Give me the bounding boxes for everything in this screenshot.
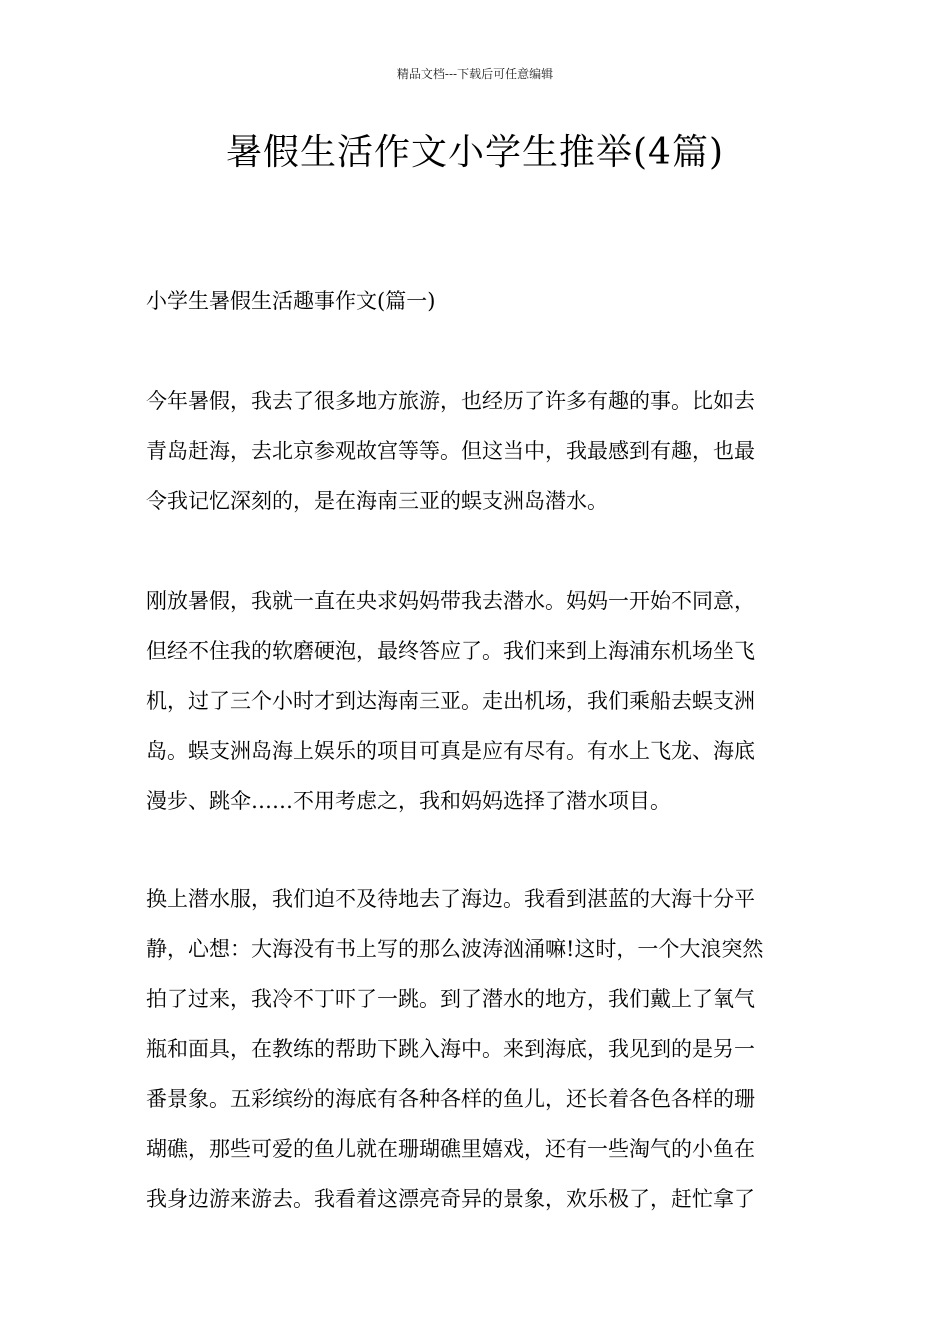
paragraph-line: 瑚礁，那些可爱的鱼儿就在珊瑚礁里嬉戏，还有一些淘气的小鱼在	[146, 1137, 755, 1161]
paragraph-line: 换上潜水服，我们迫不及待地去了海边。我看到湛蓝的大海十分平	[146, 887, 755, 911]
paragraph-line: 漫步、跳伞……不用考虑之，我和妈妈选择了潜水项目。	[146, 789, 671, 813]
paragraph-1	[146, 385, 755, 535]
paragraph-line: 今年暑假，我去了很多地方旅游，也经历了许多有趣的事。比如去	[146, 389, 755, 413]
paragraph-line: 令我记忆深刻的，是在海南三亚的蜈支洲岛潜水。	[146, 489, 608, 513]
page-header: 精品文档---下载后可任意编辑	[396, 67, 554, 81]
paragraph-line: 瓶和面具，在教练的帮助下跳入海中。来到海底，我见到的是另一	[146, 1037, 755, 1061]
paragraph-line: 我身边游来游去。我看着这漂亮奇异的景象，欢乐极了，赶忙拿了	[146, 1187, 755, 1211]
paragraph-line: 但经不住我的软磨硬泡，最终答应了。我们来到上海浦东机场坐飞	[146, 639, 755, 663]
paragraph-line: 机，过了三个小时才到达海南三亚。走出机场，我们乘船去蜈支洲	[146, 689, 755, 713]
section-heading: 小学生暑假生活趣事作文(篇一)	[146, 289, 436, 313]
paragraph-line: 拍了过来，我冷不丁吓了一跳。到了潜水的地方，我们戴上了氧气	[146, 987, 755, 1011]
document-title: 暑假生活作文小学生推举(4篇)	[226, 132, 724, 173]
paragraph-line: 番景象。五彩缤纷的海底有各种各样的鱼儿，还长着各色各样的珊	[146, 1087, 755, 1111]
paragraph-line: 刚放暑假，我就一直在央求妈妈带我去潜水。妈妈一开始不同意，	[146, 589, 755, 613]
paragraph-line: 岛。蜈支洲岛海上娱乐的项目可真是应有尽有。有水上飞龙、海底	[146, 739, 755, 763]
paragraph-line: 青岛赶海，去北京参观故宫等等。但这当中，我最感到有趣，也最	[146, 439, 755, 463]
paragraph-3	[146, 883, 763, 1233]
paragraph-line: 静，心想：大海没有书上写的那么波涛汹涌嘛!这时，一个大浪突然	[146, 937, 764, 961]
paragraph-2	[146, 585, 755, 835]
